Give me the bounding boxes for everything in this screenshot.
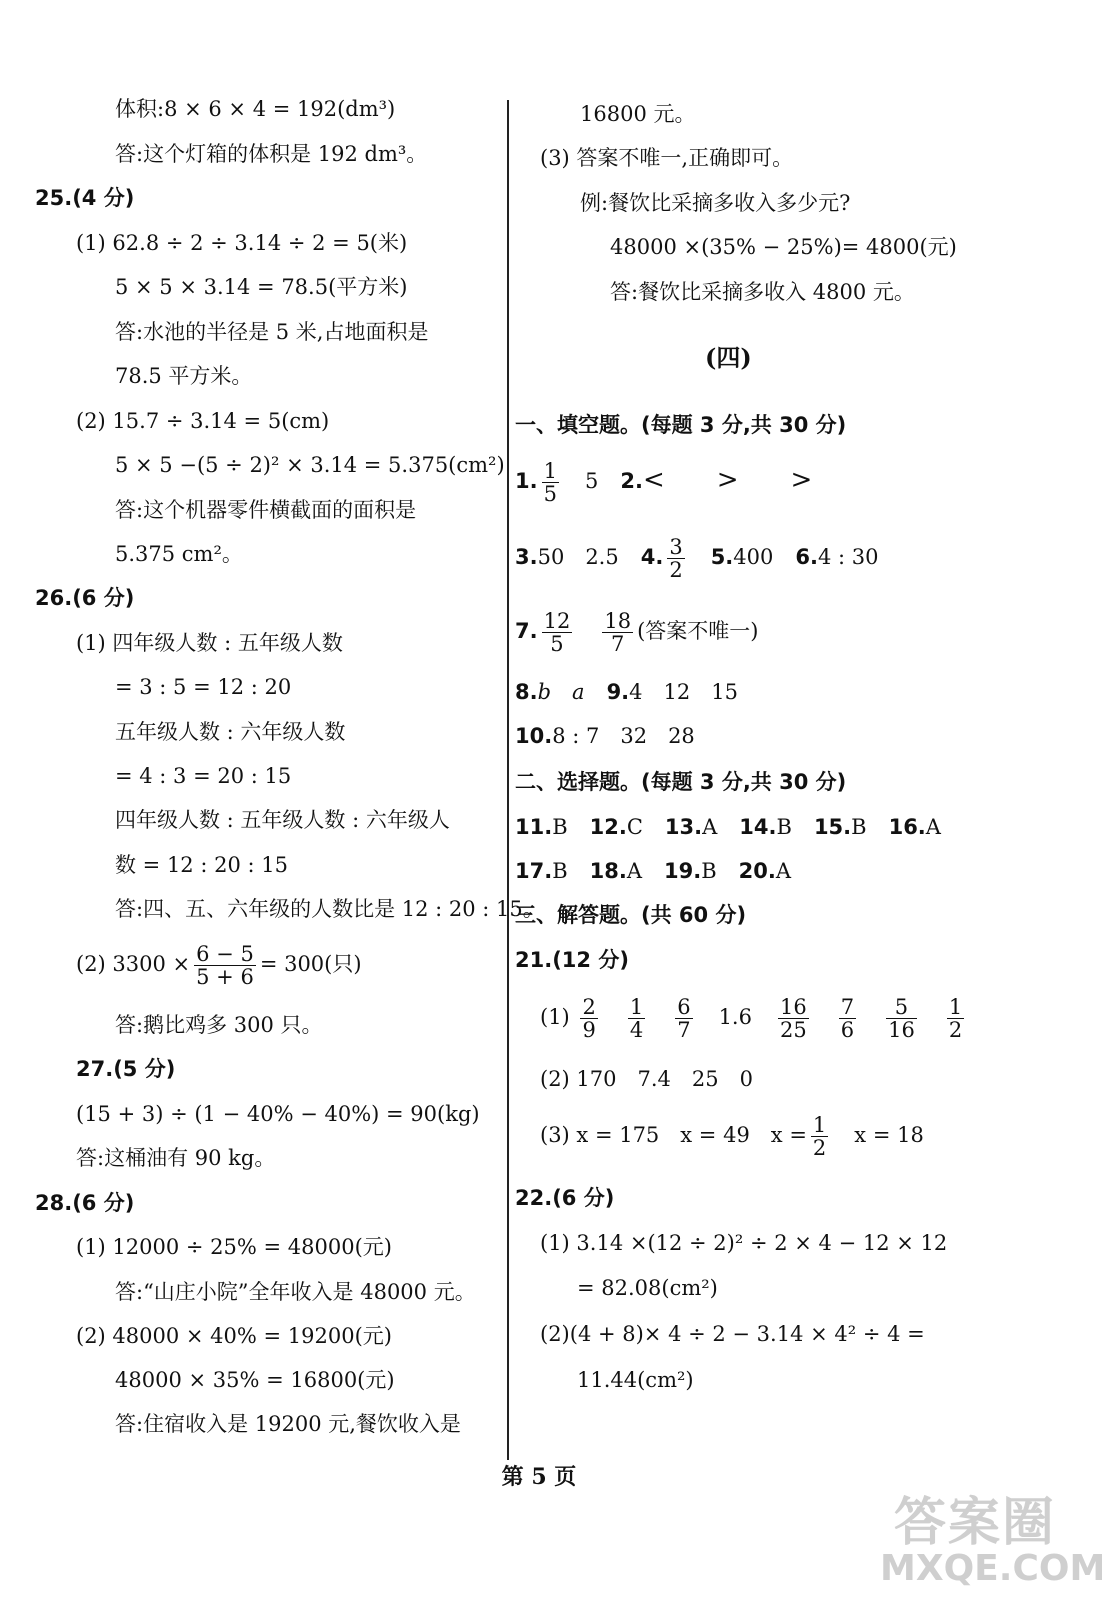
volume-line: 体积:8 × 6 × 4 = 192(dm³) (115, 97, 396, 121)
fraction-numerator: 5 (886, 996, 917, 1019)
fraction (811, 1114, 828, 1159)
item-number: 16. (888, 815, 926, 839)
answer-line: 答:这个灯箱的体积是 192 dm³。 (115, 142, 428, 166)
fraction-denominator: 5 (543, 482, 557, 506)
q22-part2-line1: (2)(4 + 8)× 4 ÷ 2 − 3.14 × 4² ÷ 4 = (540, 1322, 925, 1346)
item-number: 6. (795, 545, 818, 569)
fraction (580, 996, 597, 1041)
fraction (602, 610, 633, 655)
choice-answer: C (626, 815, 643, 839)
answers-1-2 (515, 460, 812, 505)
fraction-numerator: 1 (629, 995, 644, 1019)
answer-value: 8 : 7 32 28 (552, 724, 695, 748)
q27-formula: (15 + 3) ÷ (1 − 40% − 40%) = 90(kg) (76, 1102, 480, 1126)
answer-10 (515, 722, 695, 750)
question-25-header: 25.(4 分) (35, 186, 135, 210)
item-number: 15. (813, 815, 852, 839)
item-number: 8. (515, 680, 538, 704)
answers-8-9 (515, 678, 738, 706)
q28-part2-line2: 48000 × 35% = 16800(元) (115, 1368, 395, 1392)
q28-part1-formula: (1) 12000 ÷ 25% = 48000(元) (76, 1235, 392, 1259)
q26-part1-line1: (1) 四年级人数 : 五年级人数 (76, 631, 343, 655)
item-number: 20. (738, 859, 776, 883)
item-number: 17. (515, 859, 553, 883)
fraction-numerator: 1 (812, 1113, 827, 1137)
fraction-numerator: 7 (840, 995, 855, 1019)
question-22-header: 22.(6 分) (515, 1186, 615, 1210)
q26-part2-answer: 答:鹅比鸡多 300 只。 (115, 1013, 323, 1037)
fraction (886, 996, 917, 1041)
q26-part1-line4: = 4 : 3 = 20 : 15 (115, 764, 292, 788)
answer-value: 50 2.5 (537, 545, 619, 569)
question-28-header: 28.(6 分) (35, 1191, 135, 1215)
fraction-denominator: 2 (948, 1018, 963, 1042)
fraction (839, 996, 856, 1041)
formula-prefix: (2) 3300 × (76, 952, 191, 976)
q26-part1-line5: 四年级人数 : 五年级人数 : 六年级人 (115, 808, 450, 832)
fraction (194, 943, 256, 988)
item-number: 10. (515, 724, 553, 748)
question-27-header: 27.(5 分) (76, 1057, 176, 1081)
watermark-logo (880, 1480, 1105, 1595)
item-number: 3. (515, 545, 538, 569)
q25-part2-answer: 答:这个机器零件横截面的面积是 (115, 498, 417, 522)
item-number: 19. (664, 859, 702, 883)
q25-part1-answer-cont: 78.5 平方米。 (115, 364, 253, 388)
q22-part1-line2: = 82.08(cm²) (577, 1276, 718, 1300)
fraction-numerator: 2 (582, 995, 596, 1019)
part-label: (1) (540, 1005, 570, 1029)
q28-part2-answer: 答:住宿收入是 19200 元,餐饮收入是 (115, 1412, 461, 1436)
q21-part2: (2) 170 7.4 25 0 (540, 1067, 753, 1091)
answers-3-6 (515, 536, 878, 581)
q28-part3-example: 例:餐饮比采摘多收入多少元? (580, 191, 851, 215)
choice-answer: B (851, 815, 867, 839)
item-number: 4. (640, 545, 664, 569)
q22-part2-line2: 11.44(cm²) (577, 1368, 694, 1392)
fraction (667, 536, 684, 581)
choice-answer: B (701, 859, 717, 883)
decimal-value: 1.6 (718, 1005, 752, 1029)
item-number: 9. (606, 680, 630, 704)
fraction-denominator: 9 (582, 1018, 596, 1042)
fraction-numerator: 6 (677, 995, 691, 1019)
q26-part1-line6: 数 = 12 : 20 : 15 (115, 853, 288, 877)
q26-part1-line2: = 3 : 5 = 12 : 20 (115, 675, 292, 699)
watermark-text: 答案圈 (893, 1493, 1056, 1553)
item-number: 7. (515, 619, 538, 643)
fraction-denominator: 7 (677, 1018, 691, 1042)
section-title: (四) (705, 343, 752, 372)
q28-part3-line1: (3) 答案不唯一,正确即可。 (540, 146, 794, 170)
fraction-denominator: 5 (550, 632, 564, 656)
mc-row-2 (515, 857, 791, 885)
q25-part2-line2: 5 × 5 −(5 ÷ 2)² × 3.14 = 5.375(cm²) (115, 453, 505, 477)
fraction-numerator: 1 (948, 995, 963, 1019)
question-21-header: 21.(12 分) (515, 948, 629, 972)
q28-part3-formula: 48000 ×(35% − 25%)= 4800(元) (610, 235, 957, 259)
item-number: 11. (515, 815, 553, 839)
fraction-numerator: 1 (543, 459, 557, 483)
item-number: 13. (664, 815, 703, 839)
fraction (542, 610, 573, 655)
item-number: 2. (620, 469, 643, 493)
fraction-numerator: 3 (669, 535, 683, 559)
q28-part3-answer: 答:餐饮比采摘多收入 4800 元。 (610, 280, 915, 304)
choice-answer: B (552, 859, 568, 883)
item-number: 14. (739, 815, 777, 839)
mc-row-1 (515, 813, 941, 841)
fraction-denominator: 2 (812, 1136, 827, 1160)
formula-result: = 300(只) (259, 952, 362, 976)
q25-part2-answer-cont: 5.375 cm²。 (115, 542, 243, 566)
fraction-denominator: 6 (840, 1018, 855, 1042)
q26-part1-answer: 答:四、五、六年级的人数比是 12 : 20 : 15。 (115, 897, 544, 921)
q25-part1-answer: 答:水池的半径是 5 米,占地面积是 (115, 320, 429, 344)
fraction (947, 996, 964, 1041)
choice-answer: A (702, 815, 718, 839)
choice-answer: B (552, 815, 568, 839)
answer-7 (515, 610, 758, 655)
fraction-numerator: 6 − 5 (196, 942, 254, 966)
q28-part1-answer: 答:“山庄小院”全年收入是 48000 元。 (115, 1280, 476, 1304)
column-divider (507, 100, 509, 1460)
answer-value: 4 : 30 (817, 545, 879, 569)
watermark-url: MXQE.COM (880, 1548, 1105, 1589)
fraction (675, 996, 692, 1041)
choice-answer: A (626, 859, 643, 883)
page-number: 第 5 页 (501, 1464, 577, 1490)
fraction-denominator: 4 (629, 1018, 644, 1042)
fraction (628, 996, 645, 1041)
answer-value: 400 (733, 545, 774, 569)
question-26-header: 26.(6 分) (35, 586, 135, 610)
q26-part2-formula (76, 943, 362, 988)
q25-part1-line1: (1) 62.8 ÷ 2 ÷ 3.14 ÷ 2 = 5(米) (76, 231, 408, 255)
section-problem-solving: 三、解答题。(共 60 分) (515, 903, 747, 927)
answer-note: (答案不唯一) (637, 619, 759, 643)
answer-value: 5 (584, 469, 599, 493)
q26-part1-line3: 五年级人数 : 六年级人数 (115, 720, 346, 744)
section-multiple-choice: 二、选择题。(每题 3 分,共 30 分) (515, 770, 847, 794)
item-number: 12. (589, 815, 627, 839)
fraction (778, 996, 809, 1041)
q25-part1-line2: 5 × 5 × 3.14 = 78.5(平方米) (115, 275, 408, 299)
answer-value: < > > (642, 465, 813, 495)
choice-answer: A (925, 815, 941, 839)
q28-part2-line1: (2) 48000 × 40% = 19200(元) (76, 1324, 392, 1348)
fraction-denominator: 16 (888, 1018, 915, 1042)
q27-answer: 答:这桶油有 90 kg。 (76, 1146, 276, 1170)
fraction-denominator: 5 + 6 (196, 965, 254, 989)
fraction (542, 460, 559, 505)
item-number: 18. (589, 859, 627, 883)
q22-part1-line1: (1) 3.14 ×(12 ÷ 2)² ÷ 2 × 4 − 12 × 12 (540, 1231, 948, 1255)
fraction-numerator: 18 (604, 609, 632, 633)
fraction-numerator: 12 (543, 609, 571, 633)
fraction-denominator: 2 (669, 558, 683, 582)
item-number: 1. (515, 469, 538, 493)
section-fill-in: 一、填空题。(每题 3 分,共 30 分) (515, 413, 847, 437)
answer-value: 4 12 15 (629, 680, 738, 704)
fraction-numerator: 16 (779, 995, 807, 1019)
equation-list: (3) x = 175 x = 49 x = (540, 1123, 807, 1147)
answer-value: b a (537, 680, 585, 704)
q25-part2-line1: (2) 15.7 ÷ 3.14 = 5(cm) (76, 409, 330, 433)
item-number: 5. (710, 545, 734, 569)
q21-part3 (540, 1114, 924, 1159)
choice-answer: A (775, 859, 792, 883)
fraction-denominator: 7 (611, 632, 625, 656)
q21-part1 (540, 996, 968, 1041)
equation-value: x = 18 (854, 1123, 924, 1147)
choice-answer: B (776, 815, 792, 839)
fraction-denominator: 25 (779, 1018, 807, 1042)
answer-continued: 16800 元。 (580, 102, 696, 126)
